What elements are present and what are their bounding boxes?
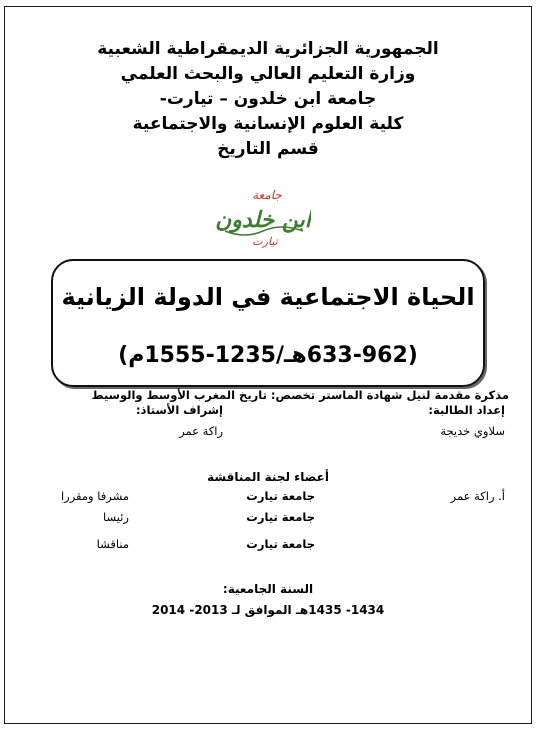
department-line: قسم التاريخ xyxy=(217,139,319,159)
logo-top-text: جامعة xyxy=(252,188,282,202)
jury-member-role: مشرفا ومقررا xyxy=(60,489,129,503)
memo-description: مذكرة مقدمة لنيل شهادة الماستر تخصص: تاريخ المغرب الأوسط والوسيط xyxy=(91,388,509,402)
thesis-title: الحياة الاجتماعية في الدولة الزيانية xyxy=(61,283,475,311)
jury-member-role: رئيسا xyxy=(103,510,129,524)
university-line: جامعة ابن خلدون – تيارت- xyxy=(159,89,377,109)
thesis-dates: (633-962هـ/1235-1555م) xyxy=(118,343,418,368)
document-page xyxy=(4,6,532,724)
jury-member-role: مناقشا xyxy=(96,537,129,551)
academic-year-label: السنة الجامعية: xyxy=(222,582,314,596)
faculty-line: كلية العلوم الإنسانية والاجتماعية xyxy=(132,114,404,134)
supervisor-name: راكة عمر xyxy=(179,424,223,438)
jury-member-university: جامعة تيارت xyxy=(246,537,315,551)
academic-year-value: 1434- 1435هـ الموافق لـ 2013- 2014 xyxy=(151,603,385,617)
republic-line: الجمهورية الجزائرية الديمقراطية الشعبية xyxy=(97,39,439,59)
logo-main-text: ابن خلدون xyxy=(215,207,311,233)
jury-member-university: جامعة تيارت xyxy=(246,489,315,503)
thesis-title-box xyxy=(51,259,485,387)
jury-member-name: أ. راكة عمر xyxy=(450,489,505,503)
student-name: سلاوي خديجة xyxy=(440,424,505,438)
institution-header xyxy=(5,37,531,162)
supervisor-label: إشراف الأستاذ: xyxy=(135,403,223,417)
jury-member-university: جامعة تيارت xyxy=(246,510,315,524)
university-logo xyxy=(215,187,311,249)
jury-title: أعضاء لجنة المناقشة xyxy=(207,470,329,484)
ministry-line: وزارة التعليم العالي والبحث العلمي xyxy=(120,64,416,84)
logo-bottom-text: تيارت xyxy=(252,235,278,248)
prepared-by-label: إعداد الطالبة: xyxy=(428,403,505,417)
